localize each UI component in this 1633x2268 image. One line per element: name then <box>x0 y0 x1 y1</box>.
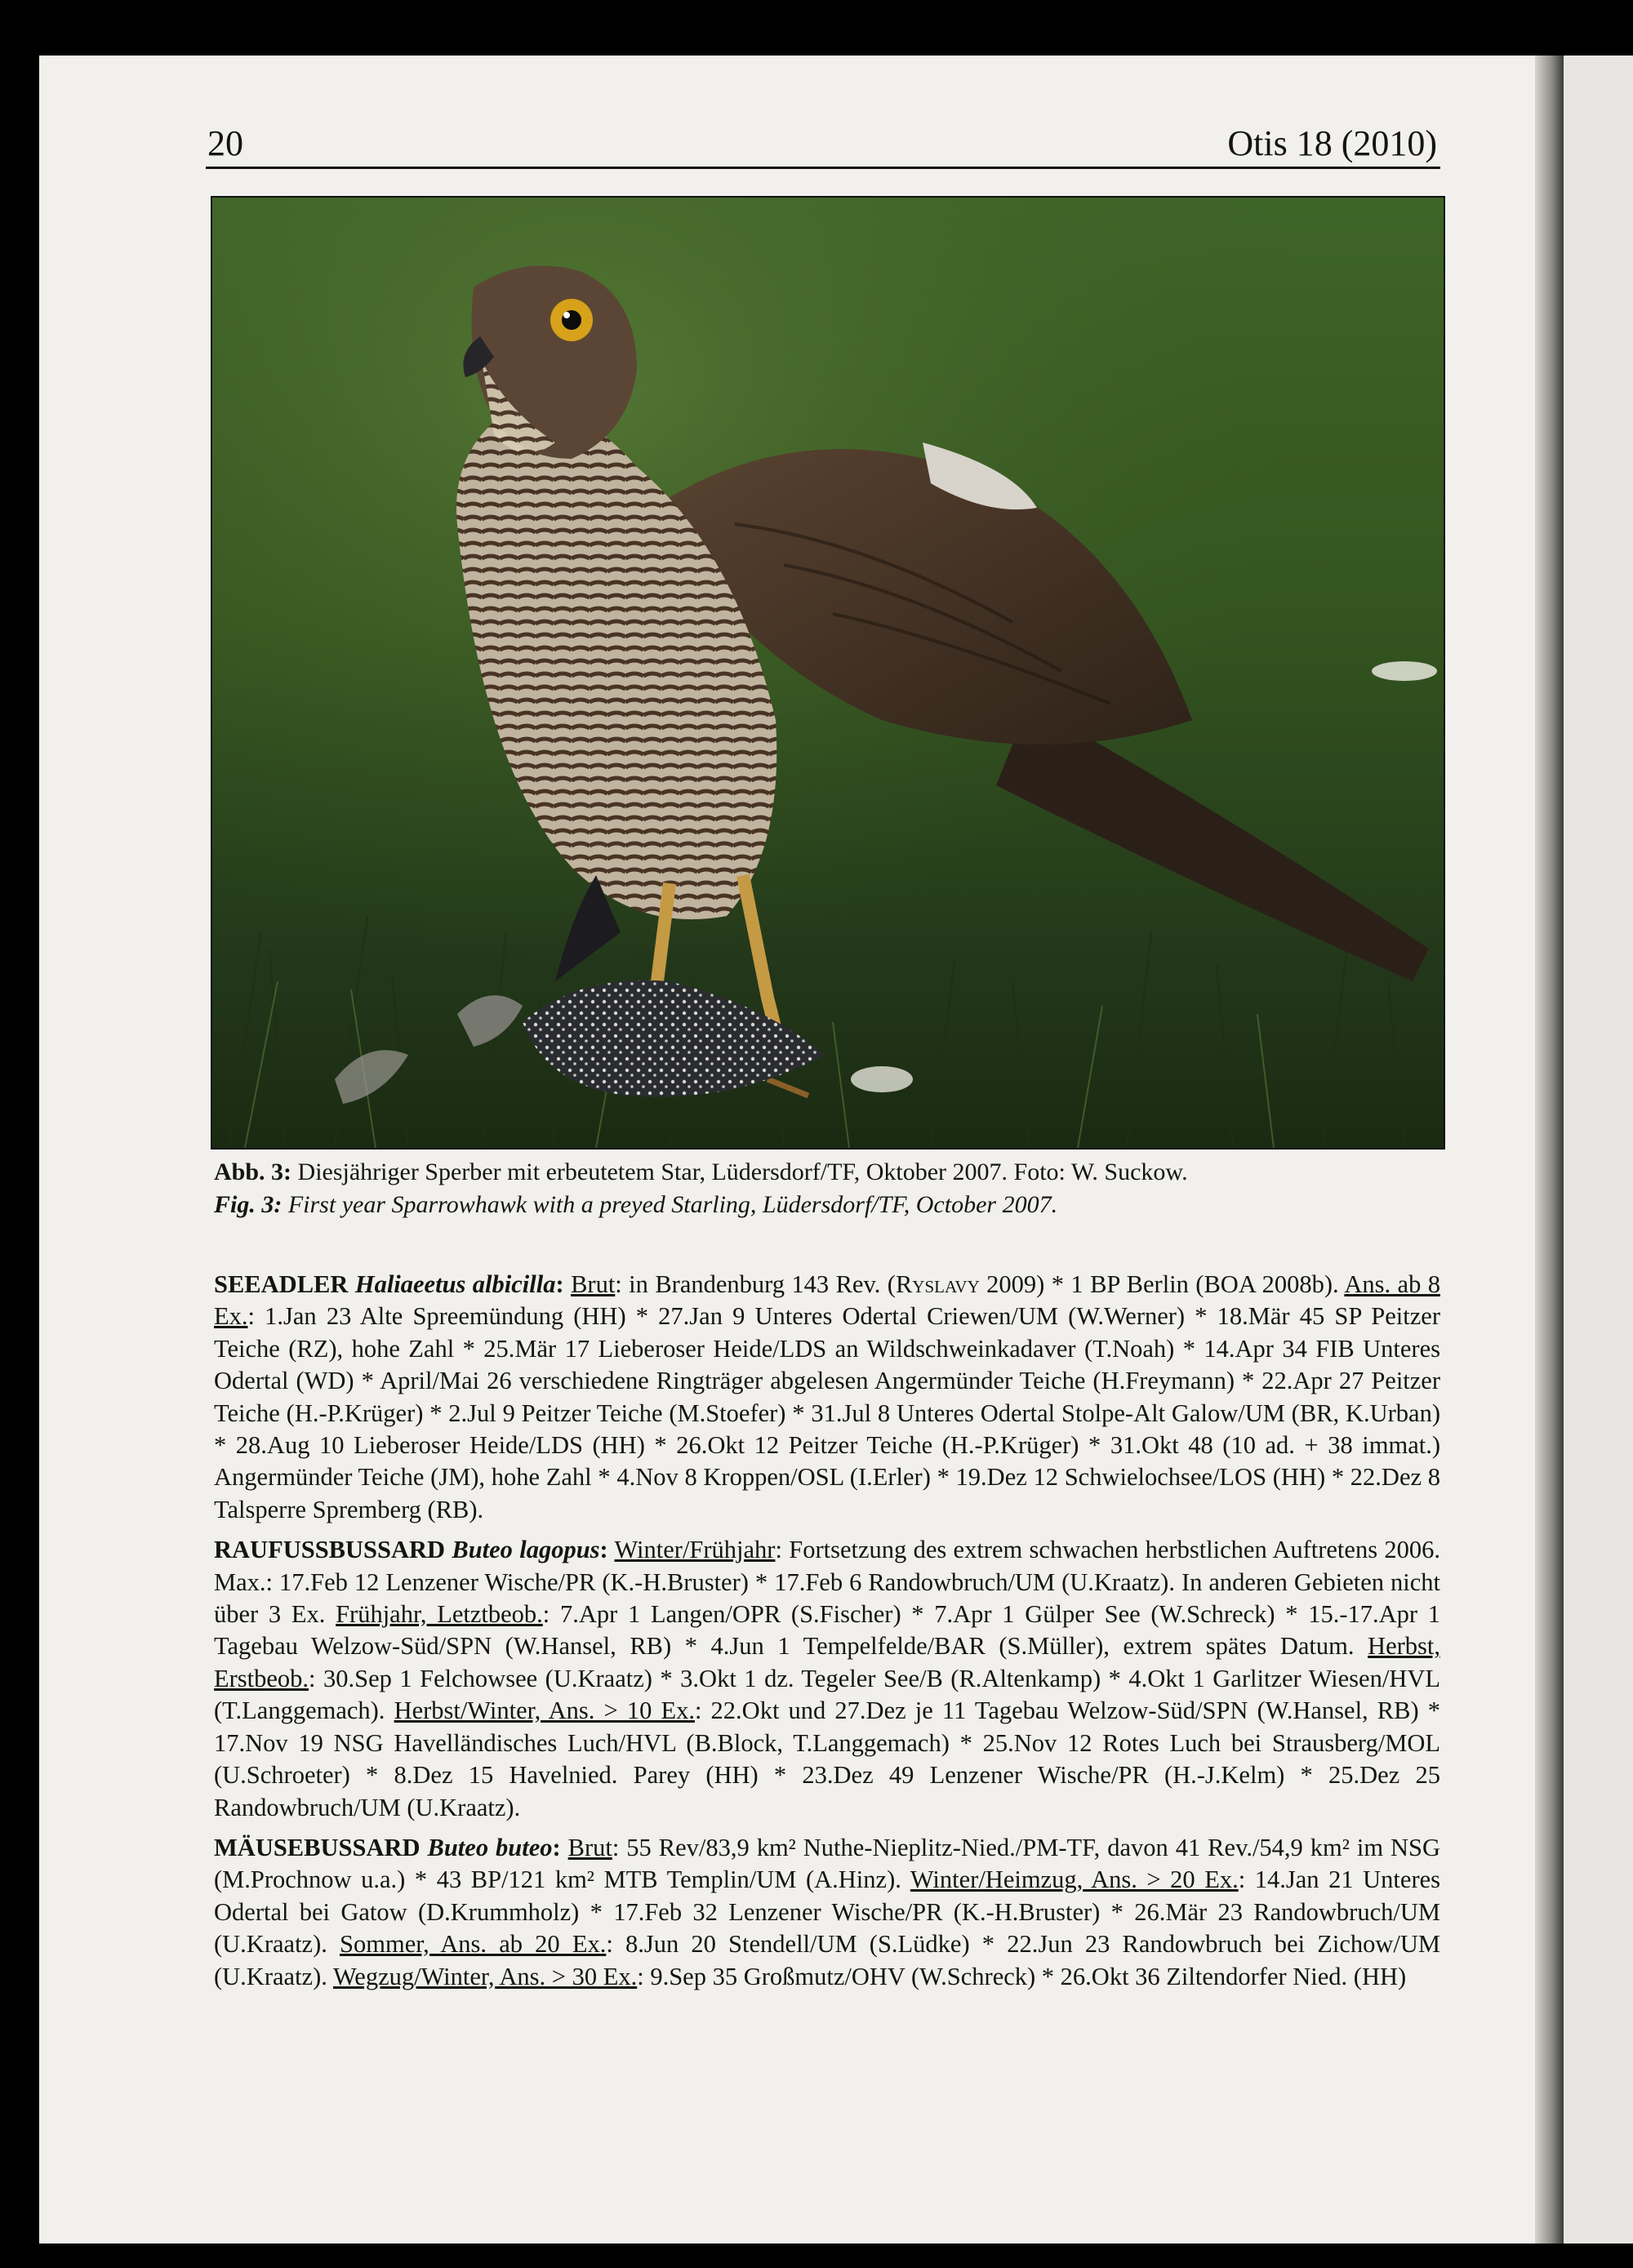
entry-text-segment: : 1.Jan 23 Alte Spreemündung (HH) * 27.Jan 9 Unteres Odertal Criewen/UM (W.Werner) * 18.Mär 45 SP Peitzer Teiche (RZ), hohe Zahl * 25.Mär 17 Lieberoser Heide/LDS an Wildschweinkadaver (T.Noah) * 14.Apr 34 FIB Unteres Odertal (WD) * April/Mai 26 verschiedene Ringträger abgelesen Angermünder Teiche (H.Freymann) * 22.Apr 27 Peitzer Teiche (H.-P.Krüger) * 2.Jul 9 Peitzer Teiche (M.Stoefer) * 31.Jul 8 Unteres Odertal Stolpe-Alt Galow/UM (BR, K.Urban) * 28.Aug 10 Lieberoser Heide/LDS (HH) * 26.Okt 12 Peitzer Teiche (H.-P.Krüger) * 31.Okt 48 (10 ad. + 38 immat.) Angermünder Teiche (JM), hohe Zahl * 4.Nov 8 Kroppen/OSL (I.Erler) * 19.Dez 12 Schwielochsee/LOS (HH) * 22.Dez 8 Talsperre Spremberg (RB). <box>214 1302 1440 1523</box>
caption-english-text: First year Sparrowhawk with a preyed Starling, Lüdersdorf/TF, October 2007. <box>287 1191 1058 1218</box>
caption-english <box>214 1189 1439 1221</box>
journal-reference: Otis 18 (2010) <box>1227 123 1437 163</box>
section-heading: Ans. ab 8 Ex. <box>214 1270 1440 1331</box>
entry-text-segment: : 9.Sep 35 Großmutz/OHV (W.Schreck) * 26.Okt 36 Ziltendorfer Nied. (HH) <box>637 1962 1407 1990</box>
scientific-name: Haliaeetus albicilla <box>354 1270 556 1298</box>
species-name: SEEADLER <box>214 1270 349 1298</box>
species-entry: SEEADLER Haliaeetus albicilla: Brut: in Brandenburg 143 Rev. (Ryslavy 2009) * 1 BP Berlin (BOA 2008b). Ans. ab 8 Ex.: 1.Jan 23 Alte Spreemündung (HH) * 27.Jan 9 Unteres Odertal Criewen/UM (W.Werner) * 18.Mär 45 SP Peitzer Teiche (RZ), hohe Zahl * 25.Mär 17 Lieberoser Heide/LDS an Wildschweinkadaver (T.Noah) * 14.Apr 34 FIB Unteres Odertal (WD) * April/Mai 26 verschiedene Ringträger abgelesen Angermünder Teiche (H.Freymann) * 22.Apr 27 Peitzer Teiche (H.-P.Krüger) * 2.Jul 9 Peitzer Teiche (M.Stoefer) * 31.Jul 8 Unteres Odertal Stolpe-Alt Galow/UM (BR, K.Urban) * 28.Aug 10 Lieberoser Heide/LDS (HH) * 26.Okt 12 Peitzer Teiche (H.-P.Krüger) * 31.Okt 48 (10 ad. + 38 immat.) Angermünder Teiche (JM), hohe Zahl * 4.Nov 8 Kroppen/OSL (I.Erler) * 19.Dez 12 Schwielochsee/LOS (HH) * 22.Dez 8 Talsperre Spremberg (RB). <box>214 1270 1440 1523</box>
section-heading: Winter/Frühjahr <box>614 1536 776 1564</box>
entry-text-segment: : 22.Okt und 27.Dez je 11 Tagebau Welzow-Süd/SPN (W.Hansel, RB) * 17.Nov 19 NSG Havelländisches Luch/HVL (B.Block, T.Langgemach) * 25.Nov 12 Rotes Luch bei Strausberg/MOL (U.Schroeter) * 8.Dez 15 Havelnied. Parey (HH) * 23.Dez 49 Lenzener Wische/PR (H.-J.Kelm) * 25.Dez 25 Randowbruch/UM (U.Kraatz). <box>214 1697 1440 1821</box>
entry-text-segment: : 30.Sep 1 Felchowsee (U.Kraatz) * 3.Okt 1 dz. Tegeler See/B (R.Altenkamp) * 4.Okt 1 Garlitzer Wiesen/HVL (T.Langgemach). <box>214 1664 1440 1725</box>
species-accounts <box>214 1269 1440 2001</box>
section-heading: Frühjahr, Letztbeob. <box>336 1600 543 1629</box>
author-citation: Ryslavy <box>895 1270 980 1298</box>
running-header <box>206 105 1440 169</box>
page-number: 20 <box>207 123 243 163</box>
entry-text-segment: 2009) * 1 BP Berlin (BOA 2008b). <box>979 1270 1345 1298</box>
entry-text <box>214 1536 1440 1821</box>
entry-text-segment: : Fortsetzung des extrem schwachen herbstlichen Auftretens 2006. Max.: 17.Feb 12 Lenzener Wische/PR (K.-H.Bruster) * 17.Feb 6 Randowbruch/UM (U.Kraatz). In anderen Gebieten nicht über 3 Ex. <box>214 1536 1440 1629</box>
section-heading: Herbst, Erstbeob. <box>214 1632 1440 1692</box>
caption-german-label: Abb. 3: <box>214 1158 292 1185</box>
caption-english-label: Fig. 3: <box>214 1191 283 1218</box>
scientific-name: Buteo buteo <box>427 1833 553 1861</box>
species-name: RAUFUSSBUSSARD <box>214 1536 446 1564</box>
species-entry: MÄUSEBUSSARD Buteo buteo: Brut: 55 Rev/83,9 km² Nuthe-Nieplitz-Nied./PM-TF, davon 41 Rev./54,9 km² im NSG (M.Prochnow u.a.) * 43 BP/121 km² MTB Templin/UM (A.Hinz). Winter/Heimzug, Ans. > 20 Ex.: 14.Jan 21 Unteres Odertal bei Gatow (D.Krummholz) * 17.Feb 32 Lenzener Wische/PR (K.-H.Bruster) * 26.Mär 23 Randowbruch/UM (U.Kraatz). Sommer, Ans. ab 20 Ex.: 8.Jun 20 Stendell/UM (S.Lüdke) * 22.Jun 23 Randowbruch bei Zichow/UM (U.Kraatz). Wegzug/Winter, Ans. > 30 Ex.: 9.Sep 35 Großmutz/OHV (W.Schreck) * 26.Okt 36 Ziltendorfer Nied. (HH) <box>214 1833 1441 1990</box>
section-heading: Sommer, Ans. ab 20 Ex. <box>340 1930 607 1959</box>
entry-text <box>214 1270 1440 1523</box>
photo-illustration <box>212 198 1444 1148</box>
caption-german <box>214 1156 1439 1189</box>
section-heading: Herbst/Winter, Ans. > 10 Ex. <box>394 1697 695 1725</box>
section-heading: Winter/Heimzug, Ans. > 20 Ex. <box>910 1866 1239 1894</box>
entry-text-segment: : 14.Jan 21 Unteres Odertal bei Gatow (D.Krummholz) * 17.Feb 32 Lenzener Wische/PR (K.-H.Bruster) * 26.Mär 23 Randowbruch/UM (U.Kraatz). <box>214 1866 1441 1959</box>
figure-caption <box>214 1156 1439 1221</box>
section-heading: Brut <box>571 1270 616 1298</box>
figure-photo-sparrowhawk <box>211 196 1445 1150</box>
facing-page-edge <box>1564 56 1633 2244</box>
caption-german-text: Diesjähriger Sperber mit erbeutetem Star, Lüdersdorf/TF, Oktober 2007. Foto: W. Suckow. <box>297 1158 1188 1185</box>
species-entry: RAUFUSSBUSSARD Buteo lagopus: Winter/Frühjahr: Fortsetzung des extrem schwachen herbstlichen Auftretens 2006. Max.: 17.Feb 12 Lenzener Wische/PR (K.-H.Bruster) * 17.Feb 6 Randowbruch/UM (U.Kraatz). In anderen Gebieten nicht über 3 Ex. Frühjahr, Letztbeob.: 7.Apr 1 Langen/OPR (S.Fischer) * 7.Apr 1 Gülper See (W.Schreck) * 15.-17.Apr 1 Tagebau Welzow-Süd/SPN (W.Hansel, RB) * 4.Jun 1 Tempelfelde/BAR (S.Müller), extrem spätes Datum. Herbst, Erstbeob.: 30.Sep 1 Felchowsee (U.Kraatz) * 3.Okt 1 dz. Tegeler See/B (R.Altenkamp) * 4.Okt 1 Garlitzer Wiesen/HVL (T.Langgemach). Herbst/Winter, Ans. > 10 Ex.: 22.Okt und 27.Dez je 11 Tagebau Welzow-Süd/SPN (W.Hansel, RB) * 17.Nov 19 NSG Havelländisches Luch/HVL (B.Block, T.Langgemach) * 25.Nov 12 Rotes Luch bei Strausberg/MOL (U.Schroeter) * 8.Dez 15 Havelnied. Parey (HH) * 23.Dez 49 Lenzener Wische/PR (H.-J.Kelm) * 25.Dez 25 Randowbruch/UM (U.Kraatz). <box>214 1536 1440 1821</box>
scientific-name: Buteo lagopus <box>452 1536 600 1564</box>
entry-text-segment: : 8.Jun 20 Stendell/UM (S.Lüdke) * 22.Jun 23 Randowbruch bei Zichow/UM (U.Kraatz). <box>214 1930 1441 1990</box>
entry-text-segment: : 55 Rev/83,9 km² Nuthe-Nieplitz-Nied./PM-TF, davon 41 Rev./54,9 km² im NSG (M.Prochnow u.a.) * 43 BP/121 km² MTB Templin/UM (A.Hinz). <box>214 1833 1441 1894</box>
species-name: MÄUSEBUSSARD <box>214 1833 420 1861</box>
book-gutter <box>1535 56 1564 2244</box>
entry-text-segment: : in Brandenburg 143 Rev. ( <box>615 1270 896 1298</box>
section-heading: Wegzug/Winter, Ans. > 30 Ex. <box>332 1962 638 1990</box>
section-heading: Brut <box>567 1833 612 1861</box>
entry-text-segment: : 7.Apr 1 Langen/OPR (S.Fischer) * 7.Apr 1 Gülper See (W.Schreck) * 15.-17.Apr 1 Tagebau Welzow-Süd/SPN (W.Hansel, RB) * 4.Jun 1 Tempelfelde/BAR (S.Müller), extrem spätes Datum. <box>214 1600 1440 1661</box>
